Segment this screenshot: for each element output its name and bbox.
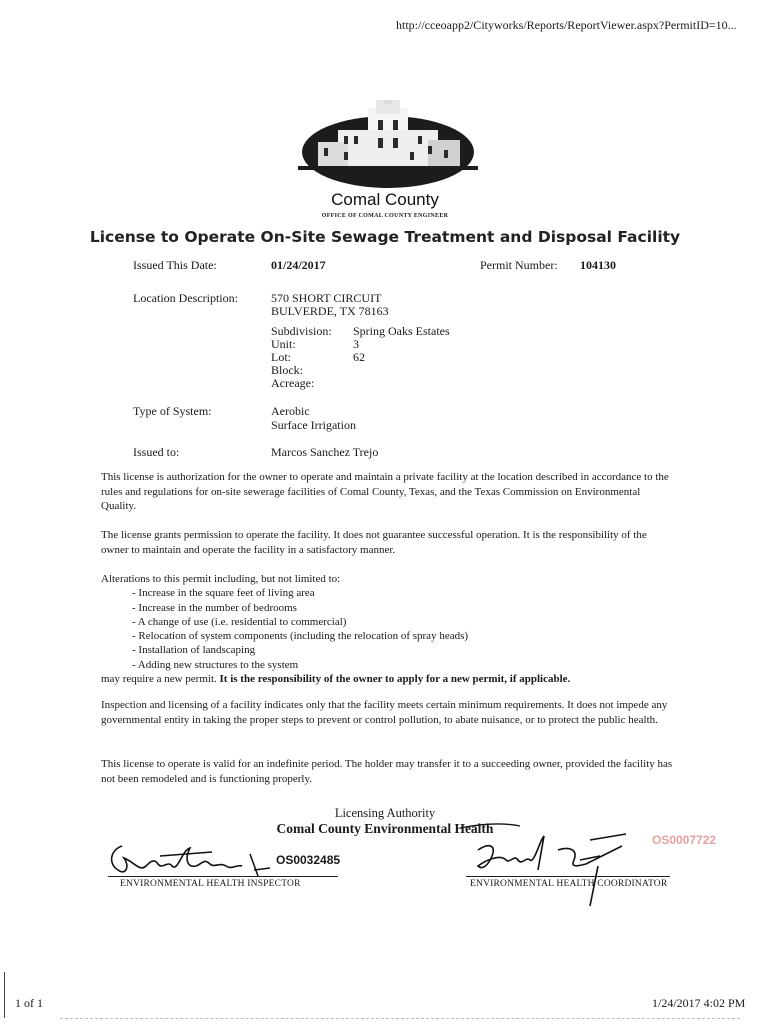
license-title: License to Operate On-Site Sewage Treatment and Disposal Facility bbox=[89, 228, 681, 246]
office-name: OFFICE OF COMAL COUNTY ENGINEER bbox=[321, 213, 449, 219]
courthouse-logo bbox=[298, 100, 478, 192]
page-count: 1 of 1 bbox=[15, 996, 43, 1010]
alteration-item: - Increase in the number of bedrooms bbox=[132, 601, 297, 614]
issued-date-label: Issued This Date: bbox=[133, 258, 217, 272]
issued-to-label: Issued to: bbox=[133, 445, 180, 459]
inspection-paragraph: Inspection and licensing of a facility indicates only that the facility meets certain minimum requirements. It does not impede any governmental entity in taking the proper steps to prevent or control pollution, to abate nuisance, or to protect the public health. bbox=[101, 699, 668, 726]
validity-paragraph: This license to operate is valid for an indefinite period. The holder may transfer it to a succeeding owner, provided the facility has not been remodeled and is functioning properly. bbox=[101, 758, 673, 785]
alteration-item: - A change of use (i.e. residential to commercial) bbox=[132, 615, 347, 628]
inspector-signature-line bbox=[108, 876, 338, 877]
coordinator-license-id: OS0007722 bbox=[652, 833, 717, 847]
margin-mark bbox=[4, 972, 5, 1018]
issued-date: 01/24/2017 bbox=[271, 258, 326, 272]
alterations-outro: may require a new permit. bbox=[101, 673, 217, 686]
address-line2: BULVERDE, TX 78163 bbox=[271, 304, 389, 318]
inspector-title: ENVIRONMENTAL HEALTH INSPECTOR bbox=[120, 879, 301, 889]
lot-value: 62 bbox=[353, 350, 365, 364]
licensing-authority-name: Comal County Environmental Health bbox=[276, 821, 494, 836]
acreage-label: Acreage: bbox=[271, 376, 315, 390]
county-name: Comal County bbox=[331, 190, 439, 209]
issued-to-name: Marcos Sanchez Trejo bbox=[271, 445, 379, 459]
bottom-scan-edge bbox=[60, 1018, 740, 1019]
report-url: http://cceoapp2/Cityworks/Reports/ReportViewer.aspx?PermitID=10... bbox=[396, 18, 737, 32]
alteration-item: - Relocation of system components (including the relocation of spray heads) bbox=[132, 630, 469, 643]
licensing-authority-label: Licensing Authority bbox=[334, 806, 436, 820]
subdivision-value: Spring Oaks Estates bbox=[353, 324, 450, 338]
system-type-label: Type of System: bbox=[133, 404, 212, 418]
coordinator-signature-line bbox=[466, 876, 670, 877]
address-line1: 570 SHORT CIRCUIT bbox=[271, 291, 382, 305]
system-type-1: Aerobic bbox=[271, 404, 310, 418]
alterations-list bbox=[101, 572, 570, 686]
inspector-license-id: OS0032485 bbox=[276, 853, 341, 867]
alteration-item: - Increase in the square feet of living area bbox=[132, 587, 315, 600]
system-type-2: Surface Irrigation bbox=[271, 418, 356, 432]
alteration-item: - Installation of landscaping bbox=[132, 644, 256, 657]
location-label: Location Description: bbox=[133, 291, 238, 305]
unit-value: 3 bbox=[353, 337, 359, 351]
authorization-paragraph: This license is authorization for the owner to operate and maintain a private facility at the location described in accordance to the rules and regulations for on-site sewerage facilities of Comal County, Texas, and the Texas Commission on Environmental Quality. bbox=[101, 471, 669, 512]
permission-paragraph: The license grants permission to operate the facility. It does not guarantee successful operation. It is the responsibility of the owner to maintain and operate the facility in a satisfactory manner. bbox=[101, 529, 647, 556]
unit-label: Unit: bbox=[271, 337, 296, 351]
print-timestamp: 1/24/2017 4:02 PM bbox=[652, 996, 746, 1010]
alterations-intro: Alterations to this permit including, but not limited to: bbox=[101, 573, 341, 585]
alteration-item: - Adding new structures to the system bbox=[132, 658, 299, 671]
permit-number-label: Permit Number: bbox=[480, 258, 558, 272]
coordinator-title: ENVIRONMENTAL HEALTH COORDINATOR bbox=[470, 879, 668, 889]
permit-number: 104130 bbox=[580, 258, 616, 272]
coordinator-signature bbox=[460, 820, 640, 910]
owner-responsibility-note: It is the responsibility of the owner to apply for a new permit, if applicable. bbox=[219, 673, 571, 686]
subdivision-label: Subdivision: bbox=[271, 324, 332, 338]
lot-label: Lot: bbox=[271, 350, 291, 364]
block-label: Block: bbox=[271, 363, 303, 377]
